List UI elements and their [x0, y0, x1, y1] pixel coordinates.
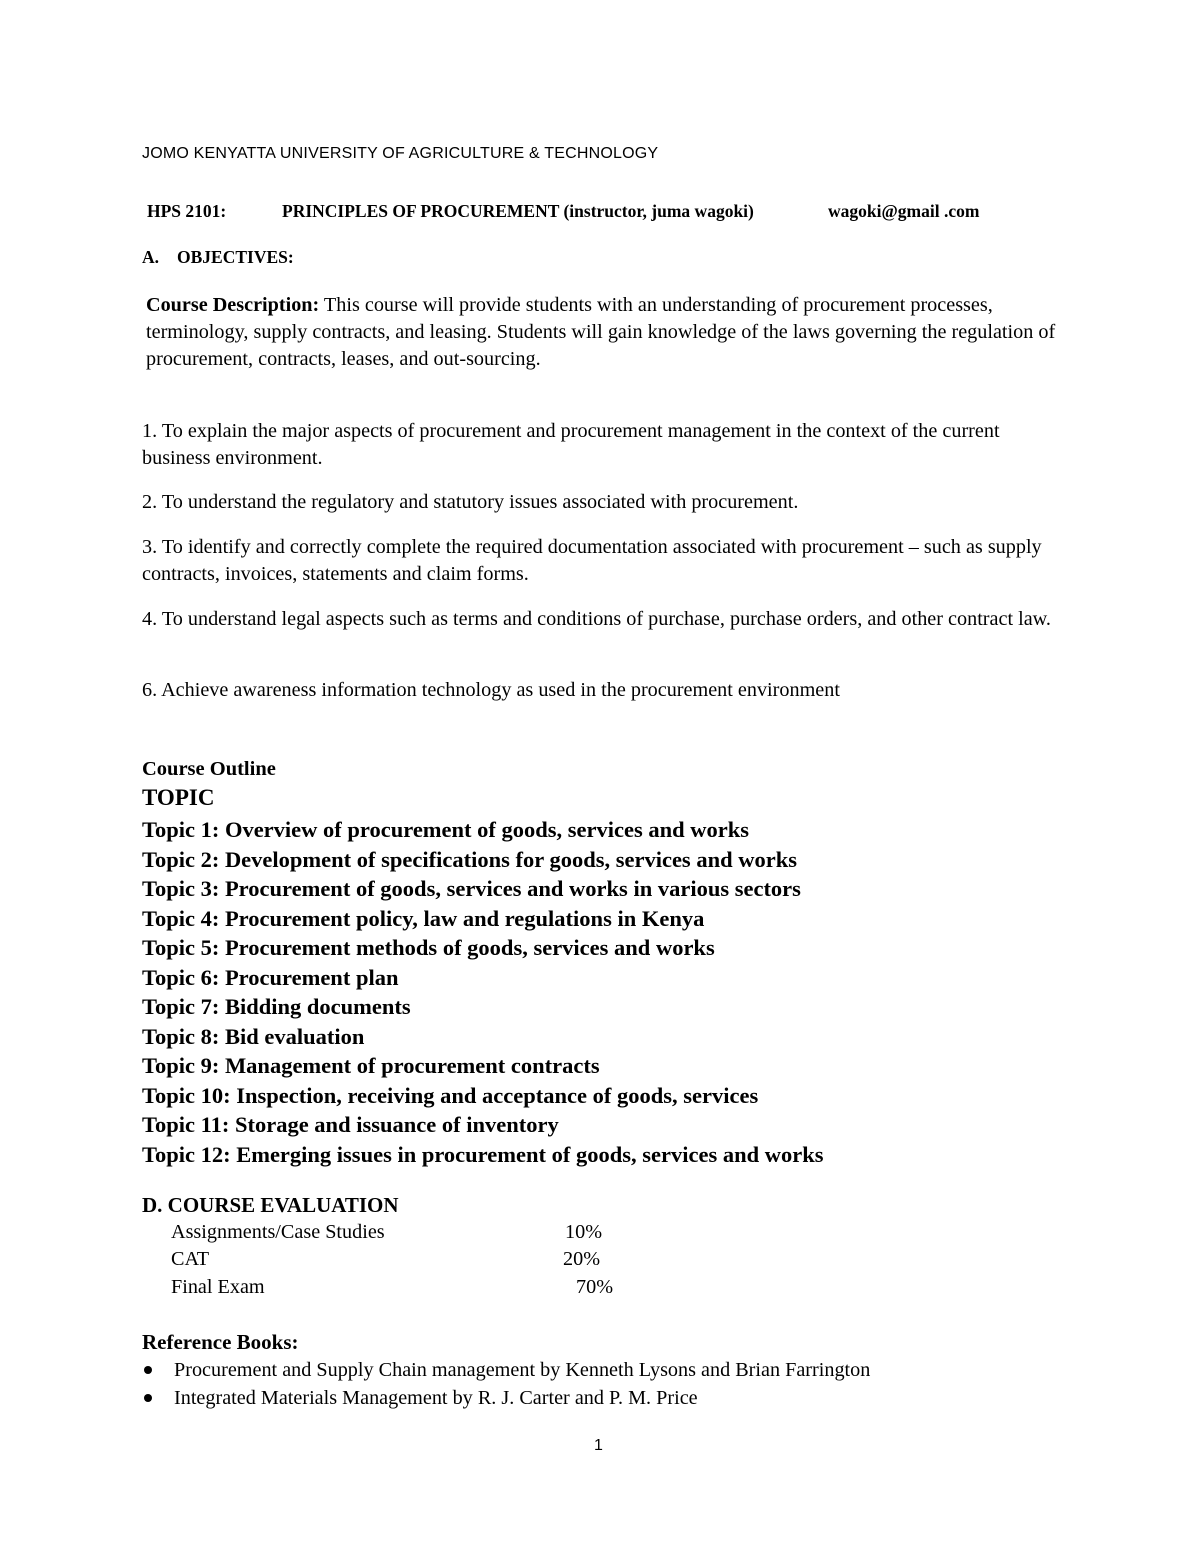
- course-outline-label: Course Outline: [142, 758, 276, 780]
- reference-list: [142, 1356, 870, 1412]
- topic-text: Management of procurement contracts: [219, 1053, 600, 1078]
- section-title: OBJECTIVES:: [177, 247, 294, 267]
- course-description: [146, 292, 1066, 373]
- reference-books-heading: Reference Books:: [142, 1330, 299, 1354]
- evaluation-item-name: CAT: [171, 1248, 210, 1270]
- topic-item: [142, 1140, 823, 1170]
- topic-label: Topic 11:: [142, 1112, 230, 1137]
- topic-label: Topic 6:: [142, 964, 220, 990]
- objective-item: 6. Achieve awareness information technology as used in the procurement environment: [142, 679, 840, 701]
- topic-text: Procurement of goods, services and works in various sectors: [219, 876, 801, 901]
- university-name: JOMO KENYATTA UNIVERSITY OF AGRICULTURE & TECHNOLOGY: [142, 145, 659, 162]
- section-letter: A.: [142, 247, 160, 267]
- bullet-icon: [144, 1394, 152, 1402]
- topic-item: [142, 845, 823, 875]
- topic-item: [142, 815, 823, 845]
- reference-text: Integrated Materials Management by R. J. Carter and P. M. Price: [174, 1387, 698, 1409]
- topic-label: Topic 3:: [142, 876, 220, 901]
- topic-item: [142, 963, 823, 993]
- topic-text: Procurement methods of goods, services and works: [219, 935, 715, 960]
- topic-text: Emerging issues in procurement of goods, services and works: [230, 1141, 824, 1167]
- objective-item: 4. To understand legal aspects such as terms and conditions of purchase, purchase orders, and other contract law.: [142, 608, 1051, 630]
- topic-label: Topic 1:: [142, 817, 220, 842]
- topic-label: Topic 9:: [142, 1053, 220, 1078]
- topic-item: [142, 904, 823, 934]
- topic-text: Bidding documents: [219, 994, 411, 1019]
- topic-item: [142, 1051, 823, 1081]
- reference-text: Procurement and Supply Chain management by Kenneth Lysons and Brian Farrington: [174, 1359, 871, 1381]
- objectives-heading: [142, 247, 294, 268]
- topic-text: Inspection, receiving and acceptance of goods, services: [230, 1082, 759, 1108]
- topic-label: Topic 8:: [142, 1023, 220, 1049]
- topic-text: Storage and issuance of inventory: [229, 1112, 559, 1137]
- objective-item: 1. To explain the major aspects of procurement and procurement management in the context of the current business environment.: [142, 420, 1000, 469]
- course-code: HPS 2101:: [147, 201, 227, 221]
- page-number: 1: [594, 1437, 603, 1454]
- course-description-label: Course Description:: [146, 294, 320, 316]
- evaluation-item-percent: 10%: [565, 1221, 603, 1243]
- evaluation-item-name: Assignments/Case Studies: [171, 1221, 385, 1243]
- topic-list: [142, 815, 823, 1169]
- evaluation-item-percent: 70%: [576, 1276, 614, 1298]
- topic-label: Topic 10:: [142, 1082, 231, 1108]
- objective-item: 2. To understand the regulatory and statutory issues associated with procurement.: [142, 491, 799, 513]
- course-description-text: This course will provide students with an understanding of procurement processes, terminology, supply contracts, and leasing. Students will gain knowledge of the laws governing the regulation of procurement, contracts, leases, and out-sourcing.: [146, 294, 1056, 370]
- evaluation-item-name: Final Exam: [171, 1276, 265, 1298]
- topic-heading: TOPIC: [142, 785, 215, 810]
- evaluation-item-percent: 20%: [563, 1248, 601, 1270]
- topic-item: [142, 933, 823, 963]
- reference-item: [142, 1356, 870, 1384]
- topic-item: [142, 992, 823, 1022]
- bullet-icon: [144, 1366, 152, 1374]
- topic-item: [142, 1022, 823, 1052]
- topic-item: [142, 874, 823, 904]
- topic-label: Topic 2:: [142, 846, 220, 872]
- instructor-email: wagoki@gmail .com: [828, 201, 980, 221]
- topic-label: Topic 5:: [142, 935, 220, 960]
- evaluation-heading: D. COURSE EVALUATION: [142, 1193, 399, 1217]
- topic-text: Bid evaluation: [219, 1023, 365, 1049]
- topic-text: Development of specifications for goods, services and works: [219, 846, 797, 872]
- topic-item: [142, 1110, 823, 1140]
- topic-text: Procurement policy, law and regulations in Kenya: [219, 905, 705, 931]
- course-title: PRINCIPLES OF PROCUREMENT (instructor, juma wagoki): [282, 201, 754, 221]
- reference-item: [142, 1384, 870, 1412]
- topic-text: Procurement plan: [219, 964, 399, 990]
- topic-text: Overview of procurement of goods, services and works: [219, 817, 750, 842]
- topic-label: Topic 12:: [142, 1141, 231, 1167]
- topic-label: Topic 4:: [142, 905, 220, 931]
- topic-label: Topic 7:: [142, 994, 220, 1019]
- objective-item: 3. To identify and correctly complete the required documentation associated with procurement – such as supply contracts, invoices, statements and claim forms.: [142, 536, 1042, 585]
- topic-item: [142, 1081, 823, 1111]
